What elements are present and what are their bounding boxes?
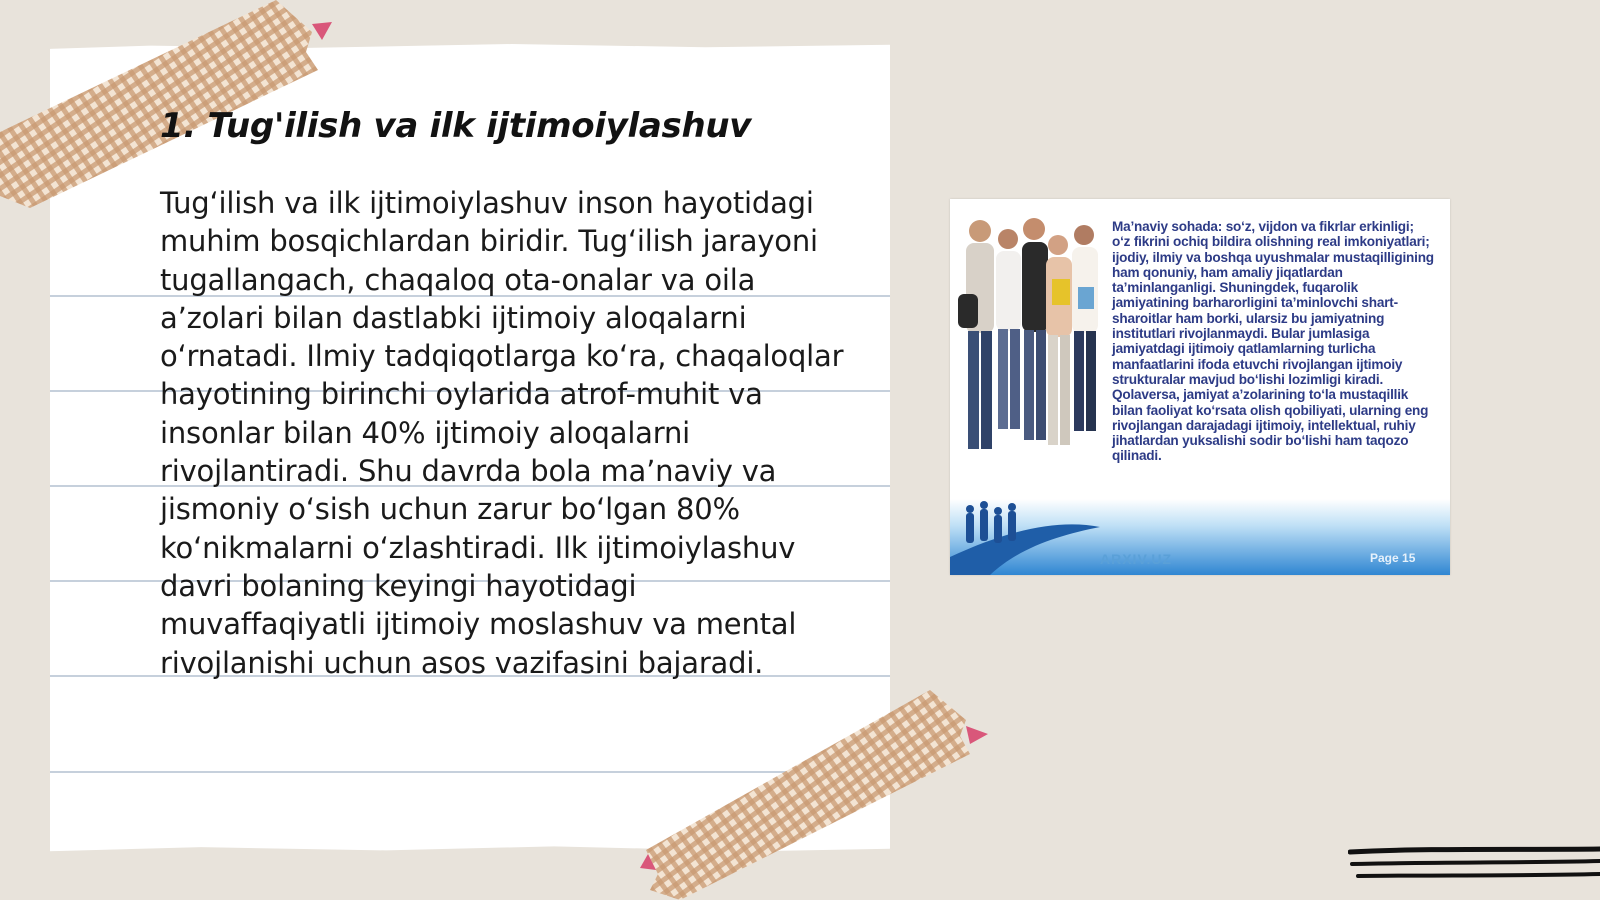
slide-title: 1. Tug'ilish va ilk ijtimoiylashuv <box>160 106 752 146</box>
embedded-brand-label: ARXIV.UZ <box>1100 551 1173 567</box>
embedded-page-label: Page 15 <box>1370 551 1416 565</box>
washi-tape-bottom <box>640 690 1000 900</box>
embedded-slide-text: Ma’naviy sohada: so‘z, vijdon va fikrlar erkinligi; o‘z fikrini ochiq bildira olishning real imkoniyatlari; ijodiy, ilmiy va boshqa uyushmalar mustaqilligining ham qonuniy, ham amaliy jiqatlardan ta’minlanganligi. Shuningdek, fuqarolik jamiyatining barharorligini ta’minlovchi shart-sharoitlar ham borki, ularsiz bu jamiyatning institutlari rivojlanmaydi. Bular jumlasiga jamiyatdagi ijtimoiy qatlamlarning turlicha manfaatlarini ifoda etuvchi rivojlangan ijtimoiy strukturalar mavjud bo‘lishi lozimligi kiradi. Qolaversa, jamiyat a’zolarining to‘la mustaqillik bilan faoliyat ko‘rsata olish qobiliyati, ularning eng rivojlangan darajadagi ijtimoiy, intellektual, ruhiy jihatlardan yuksalishi sodir bo‘lishi ham taqozo qilinadi. <box>1112 219 1434 464</box>
students-group-icon <box>950 199 1120 499</box>
embedded-slide-image <box>950 199 1450 575</box>
slide-body-text: Tug‘ilish va ilk ijtimoiylashuv inson hayotidagi muhim bosqichlardan biridir. Tug‘ilish jarayoni tugallangach, chaqaloq ota-onalar va oila a’zolari bilan dastlabki ijtimoiy aloqalarni o‘rnatadi. Ilmiy tadqiqotlarga ko‘ra, chaqaloqlar hayotining birinchi oylarida atrof-muhit va insonlar bilan 40% ijtimoiy aloqalarni rivojlantiradi. Shu davrda bola ma’naviy va jismoniy o‘sish uchun zarur bo‘lgan 80% ko‘nikmalarni o‘zlashtiradi. Ilk ijtimoiylashuv davri bolaning keyingi hayotidagi muvaffaqiyatli ijtimoiy moslashuv va mental rivojlanishi uchun asos vazifasini bajaradi. <box>160 186 844 680</box>
washi-tape-top-left <box>0 0 340 210</box>
decorative-brush-lines <box>1348 846 1600 892</box>
